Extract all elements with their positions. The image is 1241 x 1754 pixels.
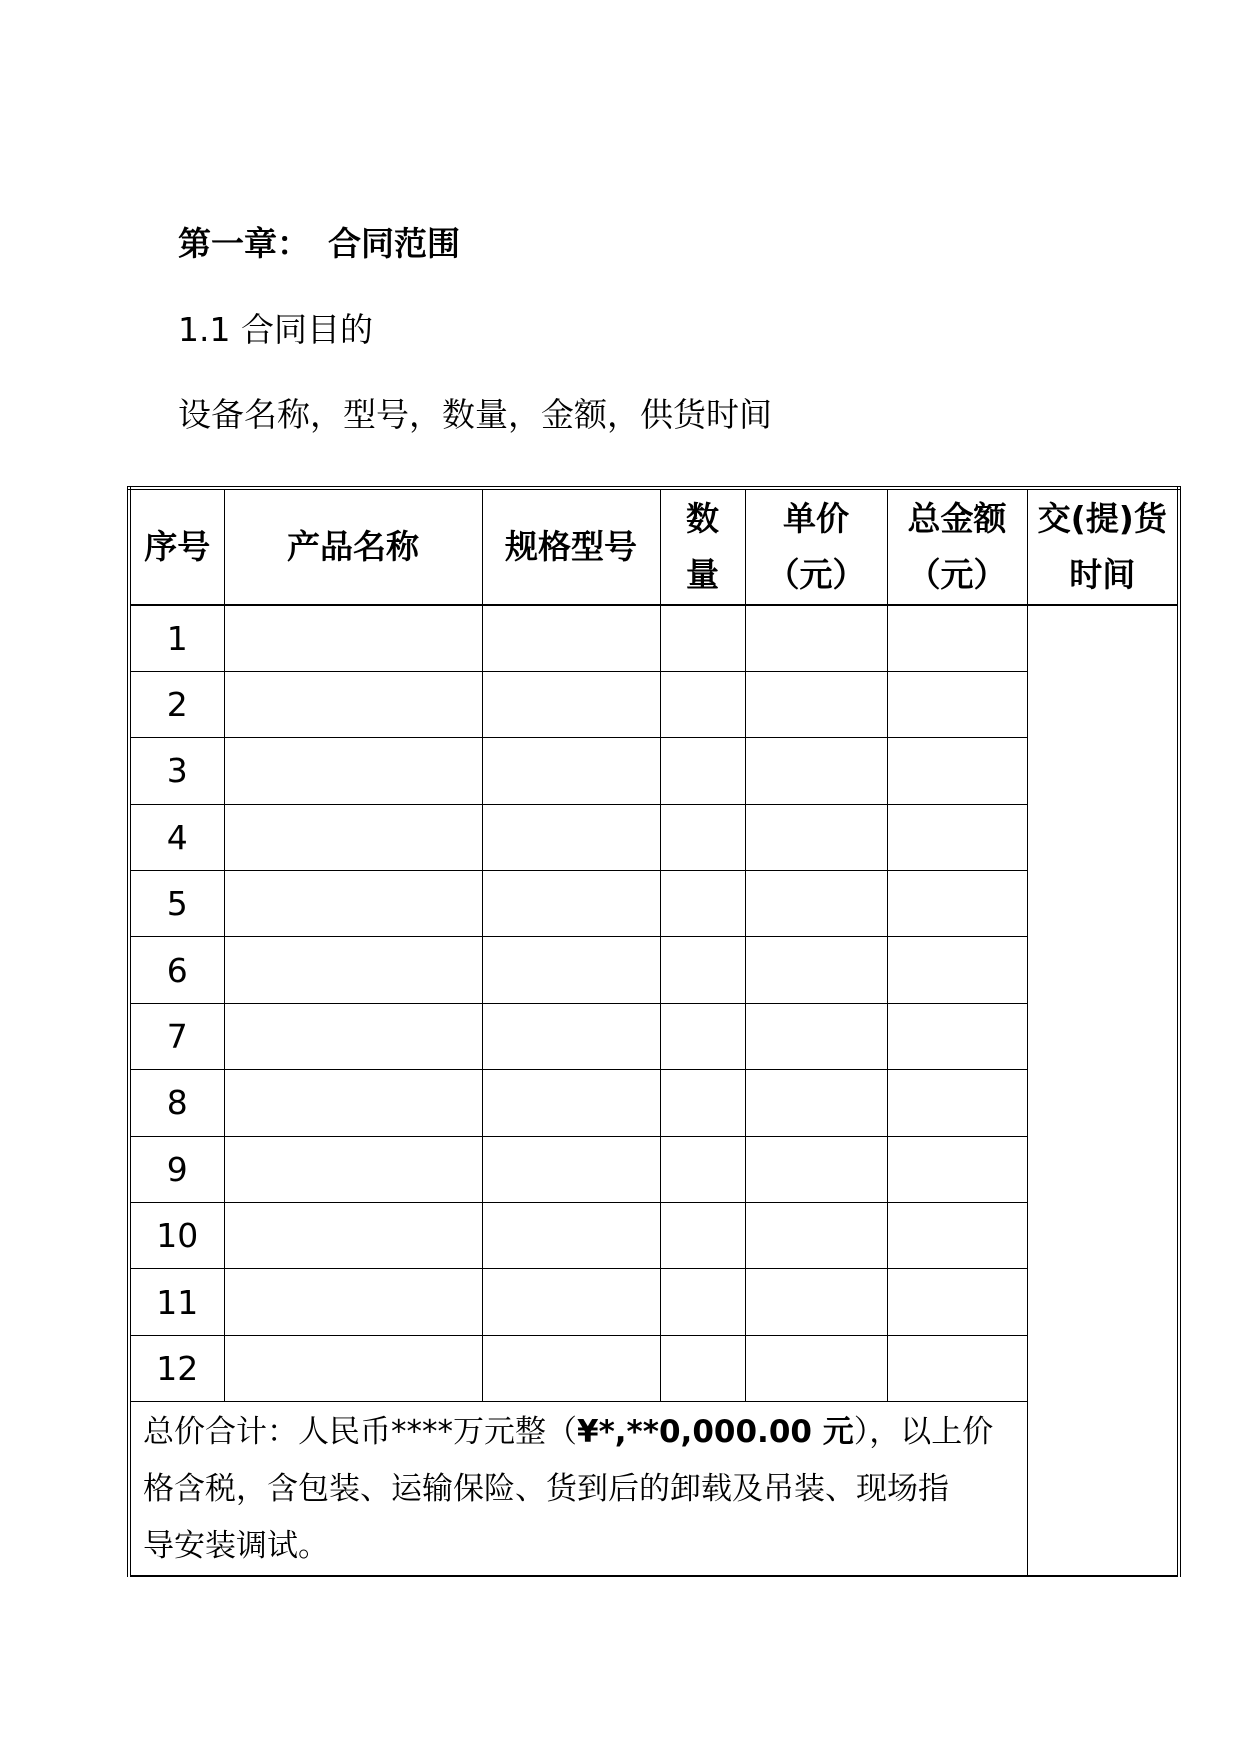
table-row: [129, 1136, 1179, 1202]
total-amount-cell: [887, 1269, 1027, 1335]
header-spec-model: [482, 488, 660, 605]
spec-model-cell: [482, 804, 660, 870]
table-row: [129, 1335, 1179, 1401]
row-number-cell: 5: [129, 871, 224, 937]
unit-price-cell: [745, 1003, 887, 1069]
quantity-cell: [660, 671, 745, 737]
quantity-cell: [660, 1136, 745, 1202]
spec-model-cell: [482, 1136, 660, 1202]
header-quantity: [660, 488, 745, 605]
total-price-row: [129, 1402, 1179, 1577]
row-number-cell: 12: [129, 1335, 224, 1401]
total-note-prefix: 总价合计：人民币****万元整（: [143, 1414, 577, 1451]
unit-price-cell: [745, 738, 887, 804]
unit-price-cell: [745, 671, 887, 737]
chapter-title: [178, 222, 460, 266]
table-row: [129, 738, 1179, 804]
section-description: 设备名称，型号，数量，金额，供货时间: [178, 395, 772, 434]
total-amount-cell: [887, 605, 1027, 671]
unit-price-cell: [745, 1269, 887, 1335]
table-row: [129, 671, 1179, 737]
table-row: [129, 1003, 1179, 1069]
row-number-cell: 7: [129, 1003, 224, 1069]
table-row: [129, 1070, 1179, 1136]
row-number-cell: 3: [129, 738, 224, 804]
quantity-cell: [660, 804, 745, 870]
product-name-cell: [224, 671, 482, 737]
total-note-line: [143, 1404, 1023, 1461]
total-amount-cell: [887, 671, 1027, 737]
unit-price-cell: [745, 804, 887, 870]
row-number-cell: 2: [129, 671, 224, 737]
header-label-line: 量: [686, 555, 719, 594]
row-number-cell: 8: [129, 1070, 224, 1136]
header-product-name: [224, 488, 482, 605]
product-name-cell: [224, 1003, 482, 1069]
chapter-number: 第一章：: [178, 224, 310, 263]
unit-price-cell: [745, 1136, 887, 1202]
product-name-cell: [224, 871, 482, 937]
header-label: 序号: [144, 527, 211, 566]
total-price-cell: [129, 1402, 1027, 1577]
spec-model-cell: [482, 1269, 660, 1335]
product-name-cell: [224, 937, 482, 1003]
header-unit-price: [745, 488, 887, 605]
quantity-cell: [660, 937, 745, 1003]
spec-model-cell: [482, 1335, 660, 1401]
total-amount-cell: [887, 871, 1027, 937]
table-row: [129, 804, 1179, 870]
header-total-amount: [887, 488, 1027, 605]
total-amount-cell: [887, 804, 1027, 870]
table-row: [129, 871, 1179, 937]
unit-price-cell: [745, 605, 887, 671]
table-row: [129, 937, 1179, 1003]
total-amount-cell: [887, 1203, 1027, 1269]
spec-model-cell: [482, 605, 660, 671]
row-number-cell: 1: [129, 605, 224, 671]
table-row: [129, 1203, 1179, 1269]
product-name-cell: [224, 1203, 482, 1269]
product-name-cell: [224, 1335, 482, 1401]
row-number-cell: 6: [129, 937, 224, 1003]
row-number-cell: 11: [129, 1269, 224, 1335]
quantity-cell: [660, 1335, 745, 1401]
spec-model-cell: [482, 937, 660, 1003]
quantity-cell: [660, 738, 745, 804]
header-label-line: （元）: [907, 555, 1007, 594]
header-label-line: 数: [686, 499, 719, 538]
total-note-suffix: ），以上价: [853, 1414, 994, 1451]
header-serial-no: [129, 488, 224, 605]
quantity-cell: [660, 605, 745, 671]
quantity-cell: [660, 1070, 745, 1136]
header-label: 规格型号: [505, 527, 637, 566]
total-amount-cell: [887, 1003, 1027, 1069]
unit-price-cell: [745, 1203, 887, 1269]
total-amount-cell: [887, 1335, 1027, 1401]
total-amount-cell: [887, 738, 1027, 804]
quantity-cell: [660, 871, 745, 937]
spec-model-cell: [482, 1070, 660, 1136]
header-label-line: 时间: [1069, 555, 1136, 594]
header-label-line: 交(提)货: [1037, 499, 1167, 538]
header-label-line: （元）: [766, 555, 866, 594]
total-amount-cell: [887, 1136, 1027, 1202]
table-header-row: [129, 488, 1179, 605]
header-label-line: 总金额: [907, 499, 1007, 538]
total-amount-figure: ¥*,**0,000.00 元: [577, 1414, 854, 1451]
table-row: [129, 1269, 1179, 1335]
spec-model-cell: [482, 1003, 660, 1069]
unit-price-cell: [745, 1335, 887, 1401]
total-note-line: 导安装调试。: [143, 1528, 329, 1565]
quantity-cell: [660, 1003, 745, 1069]
quantity-cell: [660, 1203, 745, 1269]
unit-price-cell: [745, 871, 887, 937]
section-title: 1.1 合同目的: [178, 310, 373, 349]
product-name-cell: [224, 804, 482, 870]
product-name-cell: [224, 1136, 482, 1202]
quantity-cell: [660, 1269, 745, 1335]
product-name-cell: [224, 605, 482, 671]
table-row: [129, 605, 1179, 671]
spec-model-cell: [482, 1203, 660, 1269]
chapter-name: 合同范围: [328, 224, 460, 263]
header-delivery-time: [1027, 488, 1179, 605]
header-label-line: 单价: [783, 499, 849, 538]
total-amount-cell: [887, 1070, 1027, 1136]
spec-model-cell: [482, 738, 660, 804]
equipment-table: [127, 486, 1181, 1577]
header-label: 产品名称: [287, 527, 419, 566]
spec-model-cell: [482, 671, 660, 737]
product-name-cell: [224, 1070, 482, 1136]
product-name-cell: [224, 738, 482, 804]
unit-price-cell: [745, 937, 887, 1003]
delivery-time-cell: [1027, 605, 1179, 1576]
spec-model-cell: [482, 871, 660, 937]
row-number-cell: 4: [129, 804, 224, 870]
unit-price-cell: [745, 1070, 887, 1136]
row-number-cell: 10: [129, 1203, 224, 1269]
total-note-line: 格含税，含包装、运输保险、货到后的卸载及吊装、现场指: [143, 1471, 949, 1508]
row-number-cell: 9: [129, 1136, 224, 1202]
total-amount-cell: [887, 937, 1027, 1003]
product-name-cell: [224, 1269, 482, 1335]
